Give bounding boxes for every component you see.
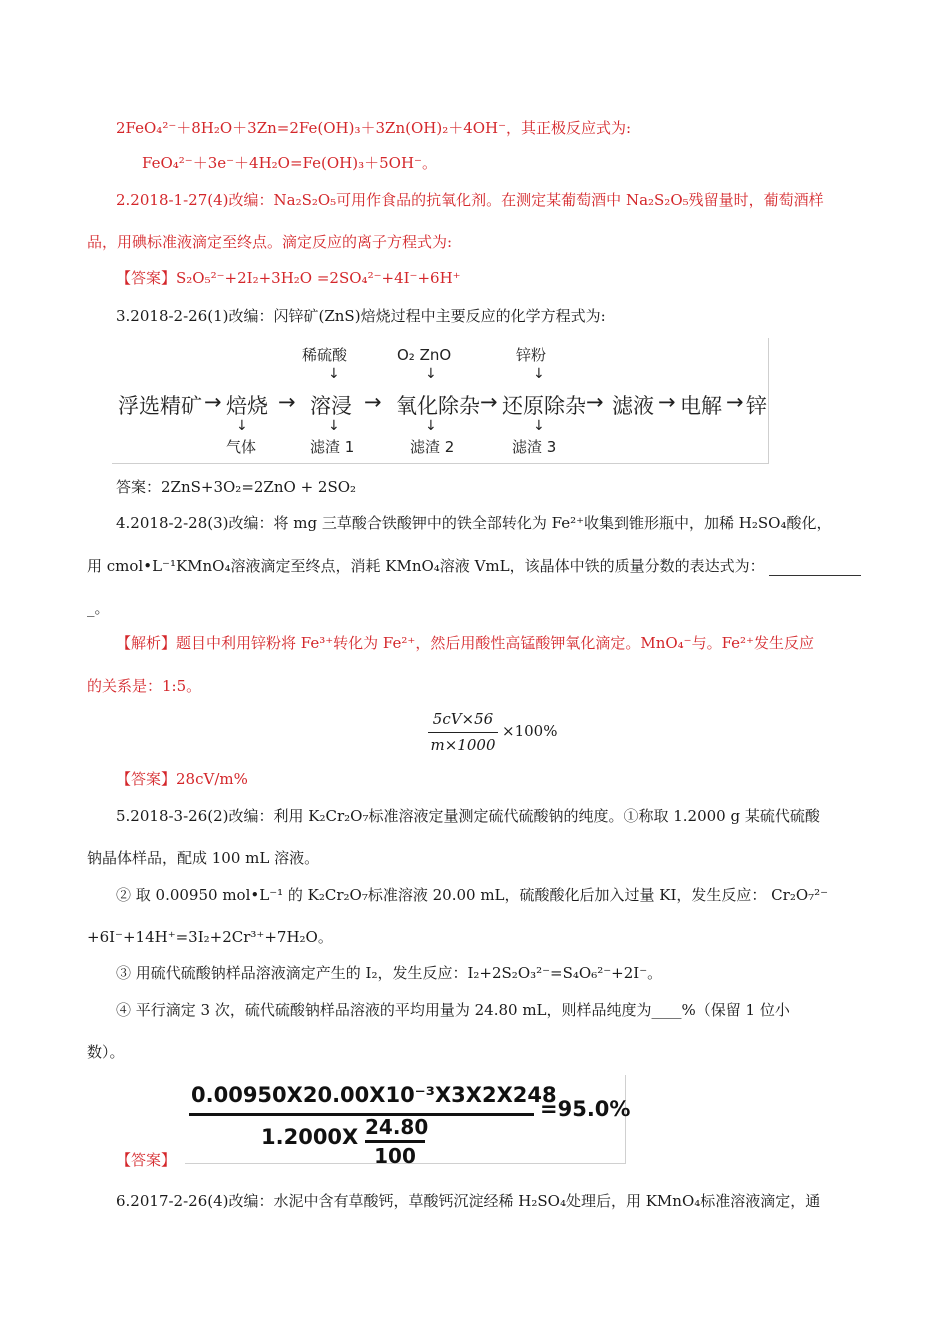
formula-numerator: 5cV×56: [432, 710, 494, 728]
flow-node: 锌: [746, 394, 767, 418]
q2-answer-text: S₂O₅²⁻+2I₂+3H₂O =2SO₄²⁻+4I⁻+6H⁺: [176, 269, 461, 287]
q3-text: 3.2018-2-26(1)改编：闪锌矿(ZnS)焙烧过程中主要反应的化学方程式为:: [116, 307, 606, 325]
down-arrow-icon: ↓: [328, 418, 340, 434]
fraction-bar: [428, 732, 498, 733]
flow-node: 溶浸: [310, 394, 352, 418]
output-label: 气体: [226, 438, 257, 456]
right-arrow-icon: →: [204, 390, 222, 414]
right-arrow-icon: →: [364, 390, 382, 414]
right-arrow-icon: →: [726, 390, 744, 414]
formula2-result: =95.0%: [540, 1097, 631, 1121]
fraction-formula: [428, 710, 558, 758]
q5-text-2: 钠晶体样品，配成 100 mL 溶液。: [87, 849, 320, 867]
process-flowchart: [112, 338, 769, 464]
fraction-bar: [189, 1113, 534, 1116]
flow-node: 电解: [680, 394, 722, 418]
q4-analysis-2: 的关系是：1:5。: [87, 677, 202, 695]
right-arrow-icon: →: [586, 390, 604, 414]
flow-node: 氧化除杂: [396, 394, 480, 418]
equation-total: 2FeO₄²⁻＋8H₂O＋3Zn=2Fe(OH)₃＋3Zn(OH)₂＋4OH⁻，其正极反应式为:: [116, 119, 632, 137]
q4-text-2: [87, 556, 861, 576]
formula-denominator: m×1000: [430, 736, 496, 754]
down-arrow-icon: ↓: [425, 366, 437, 382]
q2-answer: [116, 268, 461, 288]
output-label: 滤渣 3: [512, 438, 557, 456]
q5-step-2: ② 取 0.00950 mol•L⁻¹ 的 K₂Cr₂O₇标准溶液 20.00 mL，硫酸酸化后加入过量 KI，发生反应： Cr₂O₇²⁻: [116, 886, 829, 904]
down-arrow-icon: ↓: [533, 418, 545, 434]
down-arrow-icon: ↓: [328, 366, 340, 382]
formula2-inner-num: 24.80: [365, 1115, 429, 1139]
answer-tag: 【答案】: [116, 269, 177, 287]
right-arrow-icon: →: [658, 390, 676, 414]
q4-answer-text: 28cV/m%: [176, 770, 248, 788]
formula2-numerator: 0.00950X20.00X10⁻³X3X2X248: [191, 1083, 557, 1107]
q4-answer: [116, 769, 248, 789]
output-label: 滤渣 2: [410, 438, 455, 456]
flow-node: 焙烧: [226, 394, 268, 418]
input-label: 锌粉: [516, 346, 547, 364]
flow-node: 浮选精矿: [118, 394, 202, 418]
formula-tail: ×100%: [502, 722, 558, 740]
flow-node: 还原除杂: [502, 394, 586, 418]
q5-step-3: ③ 用硫代硫酸钠样品溶液滴定产生的 I₂，发生反应：I₂+2S₂O₃²⁻=S₄O₆²⁻+2I⁻。: [116, 964, 663, 982]
q6-text-1: 6.2017-2-26(4)改编：水泥中含有草酸钙，草酸钙沉淀经稀 H₂SO₄处理后，用 KMnO₄标准溶液滴定，通: [116, 1192, 821, 1210]
input-label: O₂ ZnO: [397, 346, 452, 364]
flow-node: 滤液: [612, 394, 654, 418]
fraction-bar: [365, 1140, 425, 1143]
q5-text-1: 5.2018-3-26(2)改编：利用 K₂Cr₂O₇标准溶液定量测定硫代硫酸钠的纯度。①称取 1.2000 g 某硫代硫酸: [116, 807, 820, 825]
q4-text-2-body: 用 cmol•L⁻¹KMnO₄溶液滴定至终点，消耗 KMnO₄溶液 VmL，该晶体中铁的质量分数的表达式为：: [87, 557, 765, 575]
q3-answer: 答案：2ZnS+3O₂=2ZnO + 2SO₂: [116, 478, 357, 496]
down-arrow-icon: ↓: [236, 418, 248, 434]
q2-text-1: 2.2018-1-27(4)改编：Na₂S₂O₅可用作食品的抗氧化剂。在测定某葡萄酒中 Na₂S₂O₅残留量时，葡萄酒样: [116, 191, 824, 209]
q4-text-1: 4.2018-2-28(3)改编：将 mg 三草酸合铁酸钾中的铁全部转化为 Fe²⁺收集到锥形瓶中，加稀 H₂SO₄酸化，: [116, 514, 832, 532]
q4-text-3: _。: [87, 599, 110, 617]
down-arrow-icon: ↓: [533, 366, 545, 382]
q5-step-4-cont: 数）。: [87, 1043, 125, 1061]
formula2-inner-den: 100: [374, 1144, 416, 1168]
q5-step-2-cont: +6I⁻+14H⁺=3I₂+2Cr³⁺+7H₂O。: [87, 928, 333, 946]
q5-answer: [116, 1150, 176, 1170]
right-arrow-icon: →: [480, 390, 498, 414]
answer-tag: 【答案】: [116, 1151, 177, 1169]
answer-tag: 【答案】: [116, 770, 177, 788]
output-label: 滤渣 1: [310, 438, 355, 456]
formula2-denominator-prefix: 1.2000X: [261, 1125, 359, 1149]
equation-cathode: FeO₄²⁻＋3e⁻＋4H₂O=Fe(OH)₃＋5OH⁻。: [142, 154, 437, 172]
q4-analysis-1: 【解析】题目中利用锌粉将 Fe³⁺转化为 Fe²⁺，然后用酸性高锰酸钾氧化滴定。MnO₄⁻与。Fe²⁺发生反应: [116, 634, 814, 652]
down-arrow-icon: ↓: [425, 418, 437, 434]
input-label: 稀硫酸: [302, 346, 348, 364]
answer-formula-image: [185, 1075, 631, 1168]
q5-step-4: ④ 平行滴定 3 次，硫代硫酸钠样品溶液的平均用量为 24.80 mL，则样品纯度为____%（保留 1 位小: [116, 1001, 790, 1019]
right-arrow-icon: →: [278, 390, 296, 414]
formula2-inner-fraction: [365, 1115, 429, 1168]
q2-text-2: 品，用碘标准液滴定至终点。滴定反应的离子方程式为:: [87, 233, 453, 251]
answer-blank: [769, 575, 861, 576]
